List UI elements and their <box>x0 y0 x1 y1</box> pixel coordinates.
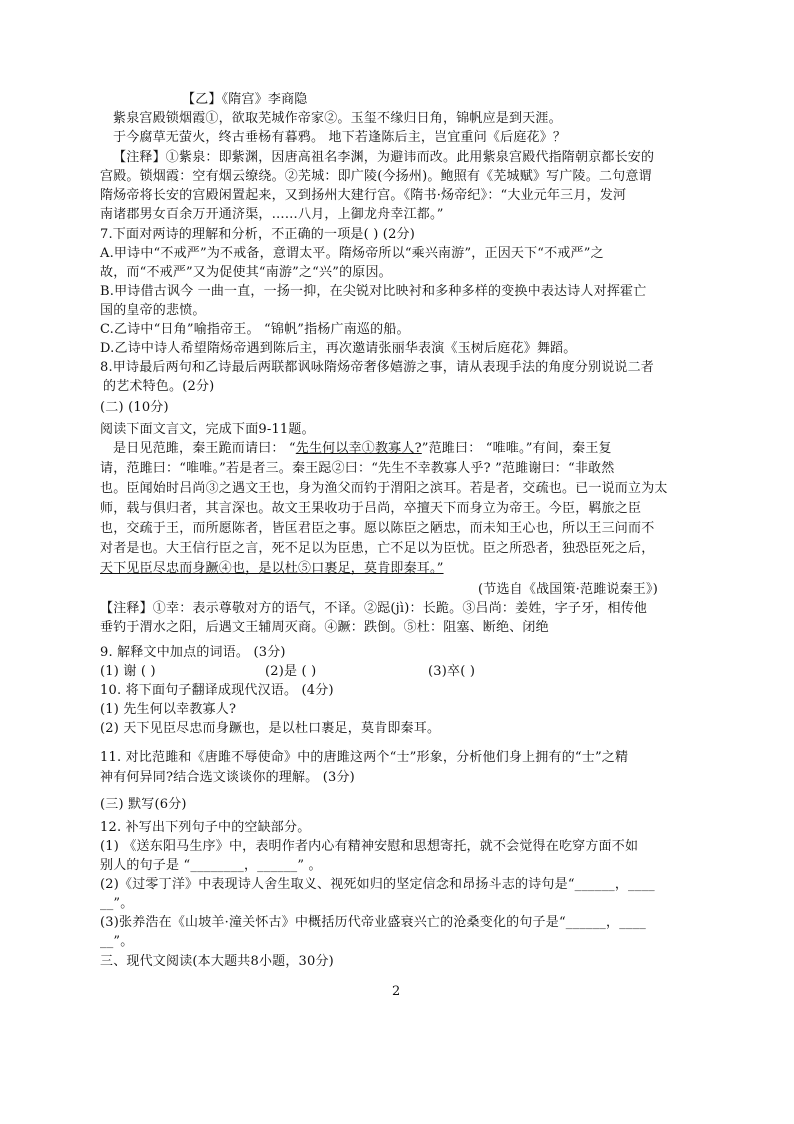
poem-line: 于今腐草无萤火，终古垂杨有暮鸦。 地下若逢陈后主，岂宜重问《后庭花》？ <box>113 130 567 145</box>
passage-line: 也。臣闻始时吕尚③之遇文王也，身为渔父而钓于渭阳之滨耳。若是者，交疏也。已一说而立为太 <box>100 481 668 496</box>
question-10: 10. 将下面句子翻译成现代汉语。 (4分) <box>100 683 334 698</box>
question-9: 9. 解释文中加点的词语。 (3分) <box>100 645 286 660</box>
question-8-cont: 的艺术特色。(2分) <box>103 379 215 394</box>
question-11: 11. 对比范雎和《唐雎不辱使命》中的唐雎这两个“士”形象，分析他们身上拥有的“士”之精 <box>100 750 629 765</box>
passage-source: (节选自《战国策·范雎说秦王》) <box>478 582 658 597</box>
section-heading: 三、现代文阅读(本大题共8小题，30分) <box>100 954 334 969</box>
option-b-cont: 国的皇帝的悲愤。 <box>100 303 206 318</box>
question-12-item-cont: __”。 <box>100 896 134 911</box>
question-9-item: (3)卒( ) <box>428 664 476 679</box>
passage-line: 也，交疏于王，而所愿陈者，皆匡君臣之事。愿以陈臣之陋忠，而未知王心也，所以王三问而不 <box>100 521 655 536</box>
poem-note: 宫殿。锁烟霞：空有烟云缭绕。②芜城：即广陵(今扬州)。鲍照有《芜城赋》写广陵。二句意谓 <box>100 169 652 184</box>
poem-note: 南诸郡男女百余万开通济渠，……八月，上御龙舟幸江都。” <box>100 207 444 222</box>
question-11-cont: 神有何异同?结合选文谈谈你的理解。 (3分) <box>100 770 355 785</box>
passage-line: 师，载与俱归者，其言深也。故文王果收功于吕尚，卒擅天下而身立为帝王。今臣，羁旅之臣 <box>100 501 642 516</box>
option-b: B.甲诗借古讽今 一曲一直，一扬一抑，在尖锐对比映衬和多种多样的变换中表达诗人对挥霍亡 <box>100 284 647 299</box>
question-10-item: (2) 天下见臣尽忠而身蹶也，是以杜口裹足，莫肯即秦耳。 <box>100 721 441 736</box>
reading-instruction: 阅读下面文言文，完成下面9-11题。 <box>100 422 315 437</box>
option-a-cont: 故，而“不戒严”又为促使其“南游”之“兴”的原因。 <box>100 265 392 280</box>
passage-line: 对者是也。大王信行臣之言，死不足以为臣患，亡不足以为臣忧。臣之所恐者，独恐臣死之后， <box>100 541 655 556</box>
passage-line: 请，范雎曰：“唯唯。”若是者三。秦王跽②曰：“先生不幸教寡人乎? ”范雎谢曰：“非敢然 <box>100 461 615 476</box>
passage-line-underlined: 天下见臣尽忠而身蹶④也，是以杜⑤口裹足，莫肯即秦耳。” <box>100 561 444 576</box>
question-12: 12. 补写出下列句子中的空缺部分。 <box>100 820 311 835</box>
passage-note: 【注释】①幸：表示尊敬对方的语气，不译。②跽(jì)：长跪。③吕尚：姜姓，字子牙，相传他 <box>100 601 648 616</box>
section-heading: (三) 默写(6分) <box>100 797 187 812</box>
question-12-item: (2)《过零丁洋》中表现诗人舍生取义、视死如归的坚定信念和昂扬斗志的诗句是“______，____ <box>100 877 655 892</box>
option-a: A.甲诗中“不戒严”为不戒备，意谓太平。隋炀帝所以“乘兴南游”，正因天下“不戒严”之 <box>100 246 604 261</box>
question-12-item: (3)张养浩在《山坡羊·潼关怀古》中概括历代帝业盛衰兴亡的沧桑变化的句子是“______，____ <box>100 915 646 930</box>
passage-note: 垂钓于渭水之阳，后遇文王辅周灭商。④蹶：跌倒。⑤杜：阻塞、断绝、闭绝 <box>100 620 549 635</box>
question-12-item-cont: __”。 <box>100 934 134 949</box>
page-number: 2 <box>392 984 401 999</box>
question-7: 7.下面对两诗的理解和分析，不正确的一项是( ) (2分) <box>100 227 416 242</box>
section-heading: (二) (10分) <box>100 400 169 415</box>
option-c: C.乙诗中“日角”喻指帝王。 “锦帆”指杨广南巡的船。 <box>100 322 410 337</box>
question-12-item-cont: 别人的句子是 “________，______” 。 <box>100 858 322 873</box>
option-d: D.乙诗中诗人希望隋炀帝遇到陈后主，再次邀请张丽华表演《玉树后庭花》舞蹈。 <box>100 341 577 356</box>
question-10-item: (1) 先生何以幸教寡人? <box>100 702 237 717</box>
poem-line: 紫泉宫殿锁烟霞①，欲取芜城作帝家②。玉玺不缘归日角，锦帆应是到天涯。 <box>113 111 562 126</box>
question-9-item: (2)是 ( ) <box>265 664 317 679</box>
question-8: 8.甲诗最后两句和乙诗最后两联都讽咏隋炀帝奢侈嬉游之事，请从表现手法的角度分别说说二者 <box>100 360 655 375</box>
question-9-item: (1) 谢 ( ) <box>100 664 156 679</box>
poem-note: 隋炀帝将长安的宫殿闲置起来，又到扬州大建行宫。《隋书·炀帝纪》：“大业元年三月，发河 <box>100 188 627 203</box>
passage-line: 是日见范雎，秦王跪而请曰： “先生何以幸①教寡人?”范雎曰： “唯唯。”有间，秦王复 <box>113 441 612 456</box>
poem-title: 【乙】《隋宫》李商隐 <box>182 92 308 107</box>
poem-note: 【注释】①紫泉：即紫渊，因唐高祖名李渊，为避讳而改。此用紫泉宫殿代指隋朝京都长安的 <box>113 150 655 165</box>
question-12-item: (1) 《送东阳马生序》中，表明作者内心有精神安慰和思想寄托，就不会觉得在吃穿方面不如 <box>100 839 639 854</box>
